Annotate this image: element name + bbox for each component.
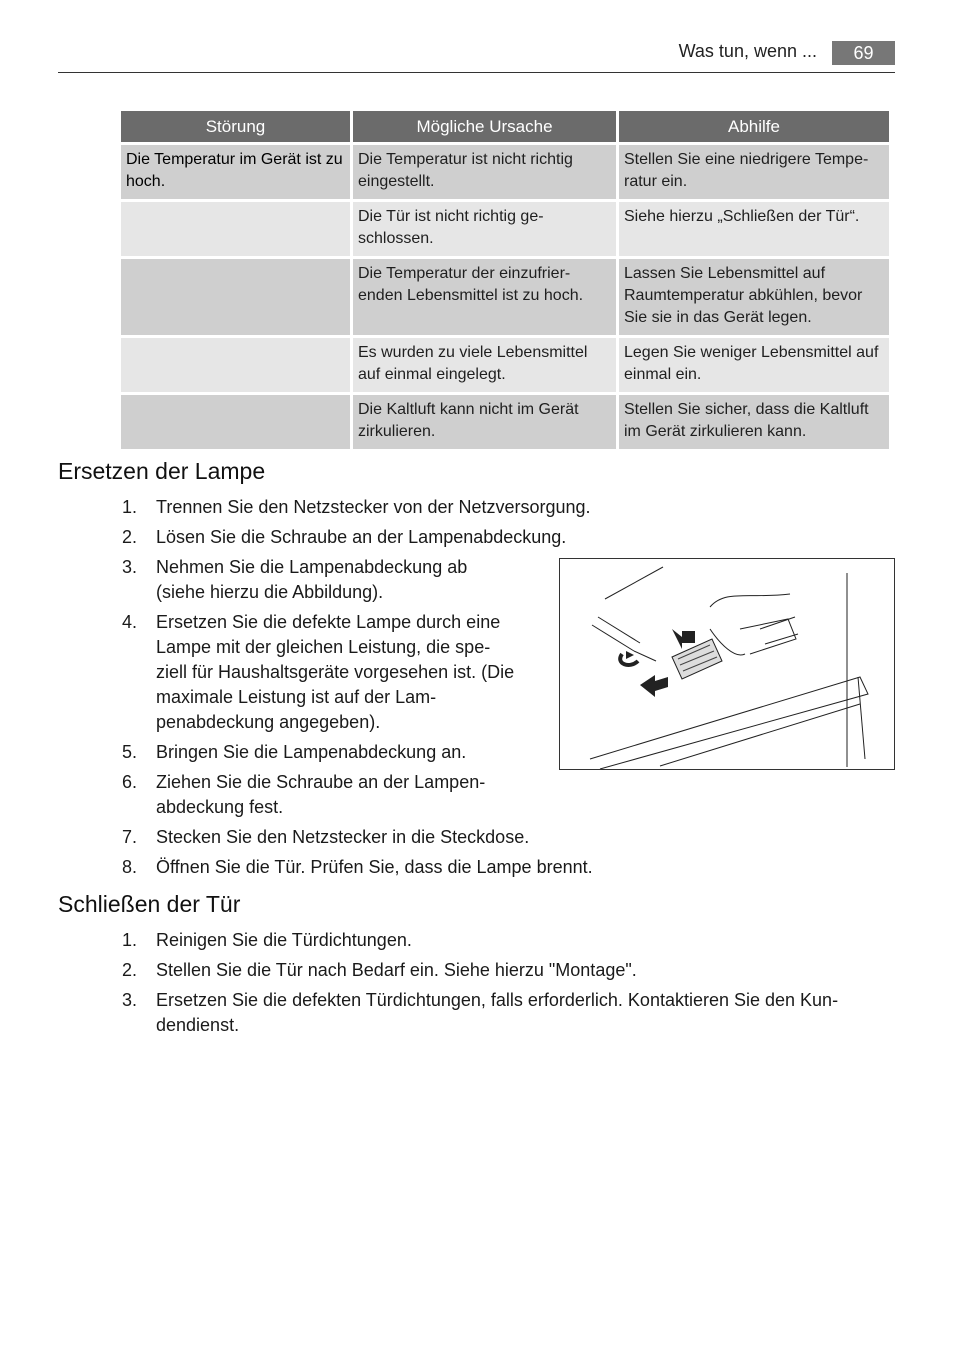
table-cell: Die Temperatur der einzufrier-enden Lebensmittel ist zu hoch. bbox=[353, 259, 616, 335]
column-header-abhilfe: Abhilfe bbox=[619, 111, 889, 142]
table-cell: Lassen Sie Lebensmittel auf Raumtemperatur abkühlen, bevor Sie sie in das Gerät legen. bbox=[619, 259, 889, 335]
table-row bbox=[121, 202, 889, 256]
table-row bbox=[121, 145, 889, 199]
table-cell: Die Temperatur im Gerät ist zu hoch. bbox=[121, 145, 350, 199]
table-row bbox=[121, 338, 889, 392]
page-number: 69 bbox=[832, 41, 895, 65]
column-header-stoerung: Störung bbox=[121, 111, 350, 142]
list-item: 3. Ersetzen Sie die defekten Türdichtungen, falls erforderlich. Kontaktieren Sie den Kun-dendienst. bbox=[122, 990, 839, 1035]
table-cell bbox=[121, 202, 350, 256]
table-cell bbox=[121, 338, 350, 392]
list-item: 6. Ziehen Sie die Schraube an der Lampen-abdeckung fest. bbox=[122, 772, 486, 817]
table-cell: Stellen Sie eine niedrigere Tempe-ratur ein. bbox=[619, 145, 889, 199]
table-cell: Die Tür ist nicht richtig ge-schlossen. bbox=[353, 202, 616, 256]
table-cell: Stellen Sie sicher, dass die Kaltluft im Gerät zirkulieren kann. bbox=[619, 395, 889, 449]
list-item: 1. Reinigen Sie die Türdichtungen. bbox=[122, 930, 412, 950]
list-item: 8. Öffnen Sie die Tür. Prüfen Sie, dass die Lampe brennt. bbox=[122, 857, 593, 877]
table-cell: Legen Sie weniger Lebensmittel auf einmal ein. bbox=[619, 338, 889, 392]
table-cell: Es wurden zu viele Lebensmittel auf einmal eingelegt. bbox=[353, 338, 616, 392]
table-cell bbox=[121, 395, 350, 449]
list-item: 5. Bringen Sie die Lampenabdeckung an. bbox=[122, 742, 467, 762]
table-row bbox=[121, 395, 889, 449]
door-steps-list bbox=[58, 928, 895, 1043]
table-cell: Die Kaltluft kann nicht im Gerät zirkulieren. bbox=[353, 395, 616, 449]
list-item: 4. Ersetzen Sie die defekte Lampe durch eine Lampe mit der gleichen Leistung, die spe-ziell für Haushaltsgeräte vorgesehen ist. (Die maximale Leistung ist auf der Lam-penabdeckung angegeben). bbox=[122, 612, 515, 732]
lamp-cover-removal-illustration-icon bbox=[560, 559, 894, 769]
table-cell: Die Temperatur ist nicht richtig eingestellt. bbox=[353, 145, 616, 199]
table-cell bbox=[121, 259, 350, 335]
list-item: 1. Trennen Sie den Netzstecker von der Netzversorgung. bbox=[122, 497, 591, 517]
table-header-row bbox=[121, 111, 889, 142]
troubleshooting-table bbox=[118, 108, 892, 452]
page-header bbox=[58, 38, 895, 73]
section-heading-door: Schließen der Tür bbox=[58, 891, 241, 917]
lamp-cover-figure bbox=[559, 558, 895, 770]
list-item: 2. Stellen Sie die Tür nach Bedarf ein. Siehe hierzu "Montage". bbox=[122, 960, 637, 980]
section-title: Was tun, wenn ... bbox=[678, 41, 817, 61]
list-item: 7. Stecken Sie den Netzstecker in die Steckdose. bbox=[122, 827, 530, 847]
table-cell: Siehe hierzu „Schließen der Tür“. bbox=[619, 202, 889, 256]
list-item: 2. Lösen Sie die Schraube an der Lampenabdeckung. bbox=[122, 527, 567, 547]
list-item: 3. Nehmen Sie die Lampenabdeckung ab (siehe hierzu die Abbildung). bbox=[122, 557, 468, 602]
table-row bbox=[121, 259, 889, 335]
section-heading-lamp: Ersetzen der Lampe bbox=[58, 458, 266, 484]
column-header-ursache: Mögliche Ursache bbox=[353, 111, 616, 142]
